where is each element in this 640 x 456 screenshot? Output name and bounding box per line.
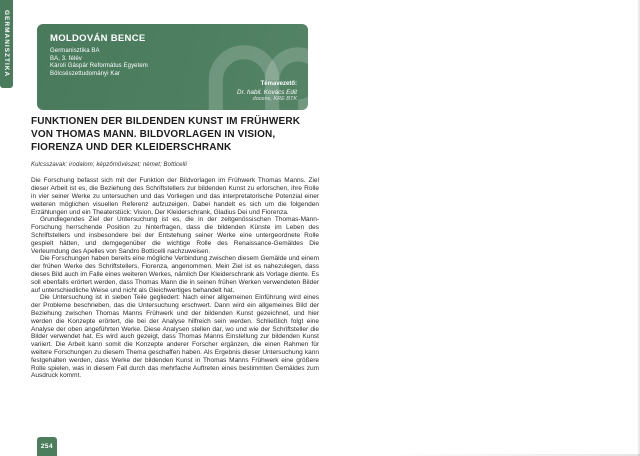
abstract-paragraph-4: Die Untersuchung ist in sieben Teile gegliedert: Nach einer allgemeinen Einführung wird eines der Probleme beschrieben, das die Untersuchung erschwert. Dann wird ein allgemeines Bild der Beziehung zwischen Thomas Manns Frühwerk und der bildenden Kunst gezeichnet, und hier werden die Konzepte erörtert, die bei der Analyse hilfreich sein werden. Schließlich folgt eine Analyse der oben angeführten Werke. Diese Analysen stellen dar, wo und wie der Schriftsteller die Bilder verwendet hat. Es wird auch gezeigt, dass Thomas Manns Einstellung zur bildenden Kunst variiert. Die Arbeit kann somit die Konzepte anderer Forscher ergänzen, die einen Rahmen für weitere Forschungen zu diesem Thema geschaffen haben. Als Ergebnis dieser Untersuchung kann festgehalten werden, dass Werke der bildenden Kunst in Thomas Manns Frühwerk eine größere Rolle spielen, was in diesem Fall durch das mehrfache Auftreten eines bestimmten Gemäldes zum Ausdruck kommt. [31, 294, 319, 380]
advisor-block [237, 81, 297, 103]
article-title-line-3: FIORENZA UND DER KLEIDERSCHRANK [31, 141, 232, 153]
advisor-name: Dr. habil. Kovács Edit [237, 88, 297, 96]
abstract-content [31, 116, 319, 380]
author-semester: BA, 3. félév [50, 55, 82, 62]
advisor-role: docens, KRE BTK [252, 96, 297, 102]
author-program: Germanisztika BA [50, 48, 100, 54]
author-faculty: Bölcsészettudományi Kar [50, 70, 120, 77]
author-name: MOLDOVÁN BENCE [50, 33, 146, 44]
abstract-paragraph-2: Grundlegendes Ziel der Untersuchung ist es, die in der zeitgenössischen Thomas-Mann-Forschung herrschende Position zu hinterfragen, dass die bildenden Künste im Leben des Schriftstellers und insbesondere bei der Entstehung seiner Werke eine untergeordnete Rolle gespielt hätten, und demgegenüber die wichtige Rolle des Renaissance-Gemäldes Die Verleumdung des Apelles von Sandro Botticelli nachzuweisen. [31, 216, 319, 255]
abstract-paragraph-1: Die Forschung befasst sich mit der Funktion der Bildvorlagen im Frühwerk Thomas Manns. Ziel dieser Arbeit ist es, die Beziehung des Schriftstellers zur bildenden Kunst zu erforschen, ihre Rolle in vier seiner Werke zu untersuchen und das Vorliegen und das interpretatorische Potenzial einer weiteren möglichen visuellen Referenz aufzuzeigen. Dabei handelt es sich um die folgenden Erzählungen und ein Theaterstück: Vision, Der Kleiderschrank, Gladius Dei und Fiorenza. [31, 177, 319, 216]
advisor-label: Témavezető: [260, 81, 297, 87]
author-card [37, 24, 308, 110]
section-tab [0, 0, 13, 88]
page-number: 254 [40, 443, 54, 450]
page-number-badge [37, 437, 57, 456]
keywords-line: Kulcsszavak: irodalom; képzőművészet; német; Botticelli [31, 162, 187, 169]
article-title [31, 116, 319, 154]
author-university: Károli Gáspár Református Egyetem [50, 63, 148, 70]
section-tab-label: GERMANISZTIKA [3, 10, 10, 78]
article-title-line-2: VON THOMAS MANN. BILDVORLAGEN IN VISION, [31, 128, 276, 140]
abstract-paragraph-3: Die Forschungen haben bereits eine mögliche Verbindung zwischen diesem Gemälde und einem der frühen Werke des Schriftstellers, Fiorenza, angenommen. Mein Ziel ist es nahezulegen, dass dieses Bild auch im Falle eines weiteren Werkes, nämlich Der Kleiderschrank als Vorlage diente. Es soll ebenfalls erörtert werden, dass Thomas Mann die in seinen frühen Werken verwendeten Bilder auf unterschiedliche Weise und nicht als Gleichwertiges behandelt hat. [31, 255, 319, 294]
article-title-line-1: FUNKTIONEN DER BILDENDEN KUNST IM FRÜHWERK [31, 116, 301, 127]
